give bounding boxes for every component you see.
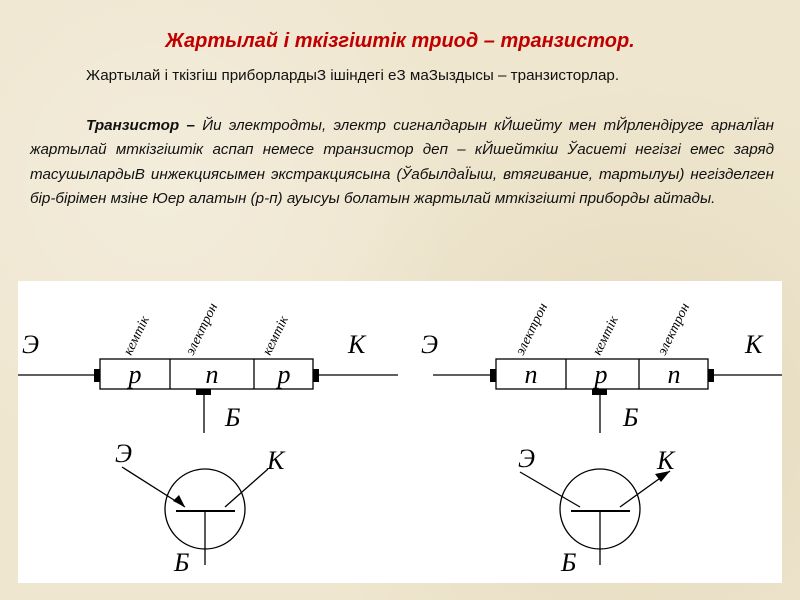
intro-paragraph: Жартылай і ткізгіш приборлардыЗ ішіндегі еЗ маЗыздысы – транзисторлар.: [86, 67, 620, 84]
npn-region-3: n: [667, 360, 681, 389]
definition-body: Йи электродты, электр сигналдарын кЙшейту мен тЙрлендіруге арналЇан жартылай мткізгіштік аспап немесе транзистор деп – кЙшейткіш Ўасиеті негізгі емес заряд тасушылардыВ инжекциясымен экстракциясына (ЎабылдаЇыш, втягивание, тартылуы) негізделген бір-бірімен мзіне Юер алатын (р-п) ауысуы болатын жартылай мткізгішті приборды айтады.: [30, 117, 774, 207]
npn-symbol-emitter-label: Э: [518, 444, 536, 473]
npn-symbol-collector-label: К: [657, 446, 675, 475]
npn-region-label-2: кемтік: [590, 313, 622, 358]
pnp-symbol-collector-label: К: [267, 446, 285, 475]
pnp-region-label-3: кемтік: [260, 313, 292, 358]
npn-structure-diagram: [421, 301, 782, 433]
npn-region-2: p: [594, 360, 608, 389]
pnp-region-2: n: [205, 360, 219, 389]
pnp-symbol-base-label: Б: [174, 548, 190, 577]
pnp-region-1: p: [128, 360, 142, 389]
pnp-emitter-label: Э: [22, 330, 40, 359]
pnp-base-label: Б: [225, 403, 241, 432]
pnp-region-label-1: кемтік: [121, 313, 153, 358]
npn-region-1: n: [524, 360, 538, 389]
npn-emitter-label: Э: [421, 330, 439, 359]
npn-transistor-symbol: [518, 444, 676, 577]
definition-paragraph: [30, 114, 774, 211]
npn-symbol-base-label: Б: [561, 548, 577, 577]
transistor-diagrams: [18, 281, 782, 583]
pnp-transistor-symbol: [115, 439, 286, 577]
pnp-region-label-2: электрон: [183, 300, 222, 358]
definition-term: Транзистор –: [86, 117, 195, 134]
pnp-collector-label: К: [348, 330, 366, 359]
npn-region-label-1: электрон: [513, 300, 552, 358]
slide-title: Жартылай і ткізгіштік триод – транзистор.: [165, 30, 635, 52]
pnp-region-3: p: [277, 360, 291, 389]
pnp-symbol-emitter-label: Э: [115, 439, 133, 468]
pnp-structure-diagram: [18, 301, 398, 433]
npn-region-label-3: электрон: [655, 300, 694, 358]
npn-collector-label: К: [745, 330, 763, 359]
transistor-figure-panel: [18, 281, 782, 583]
npn-base-label: Б: [623, 403, 639, 432]
